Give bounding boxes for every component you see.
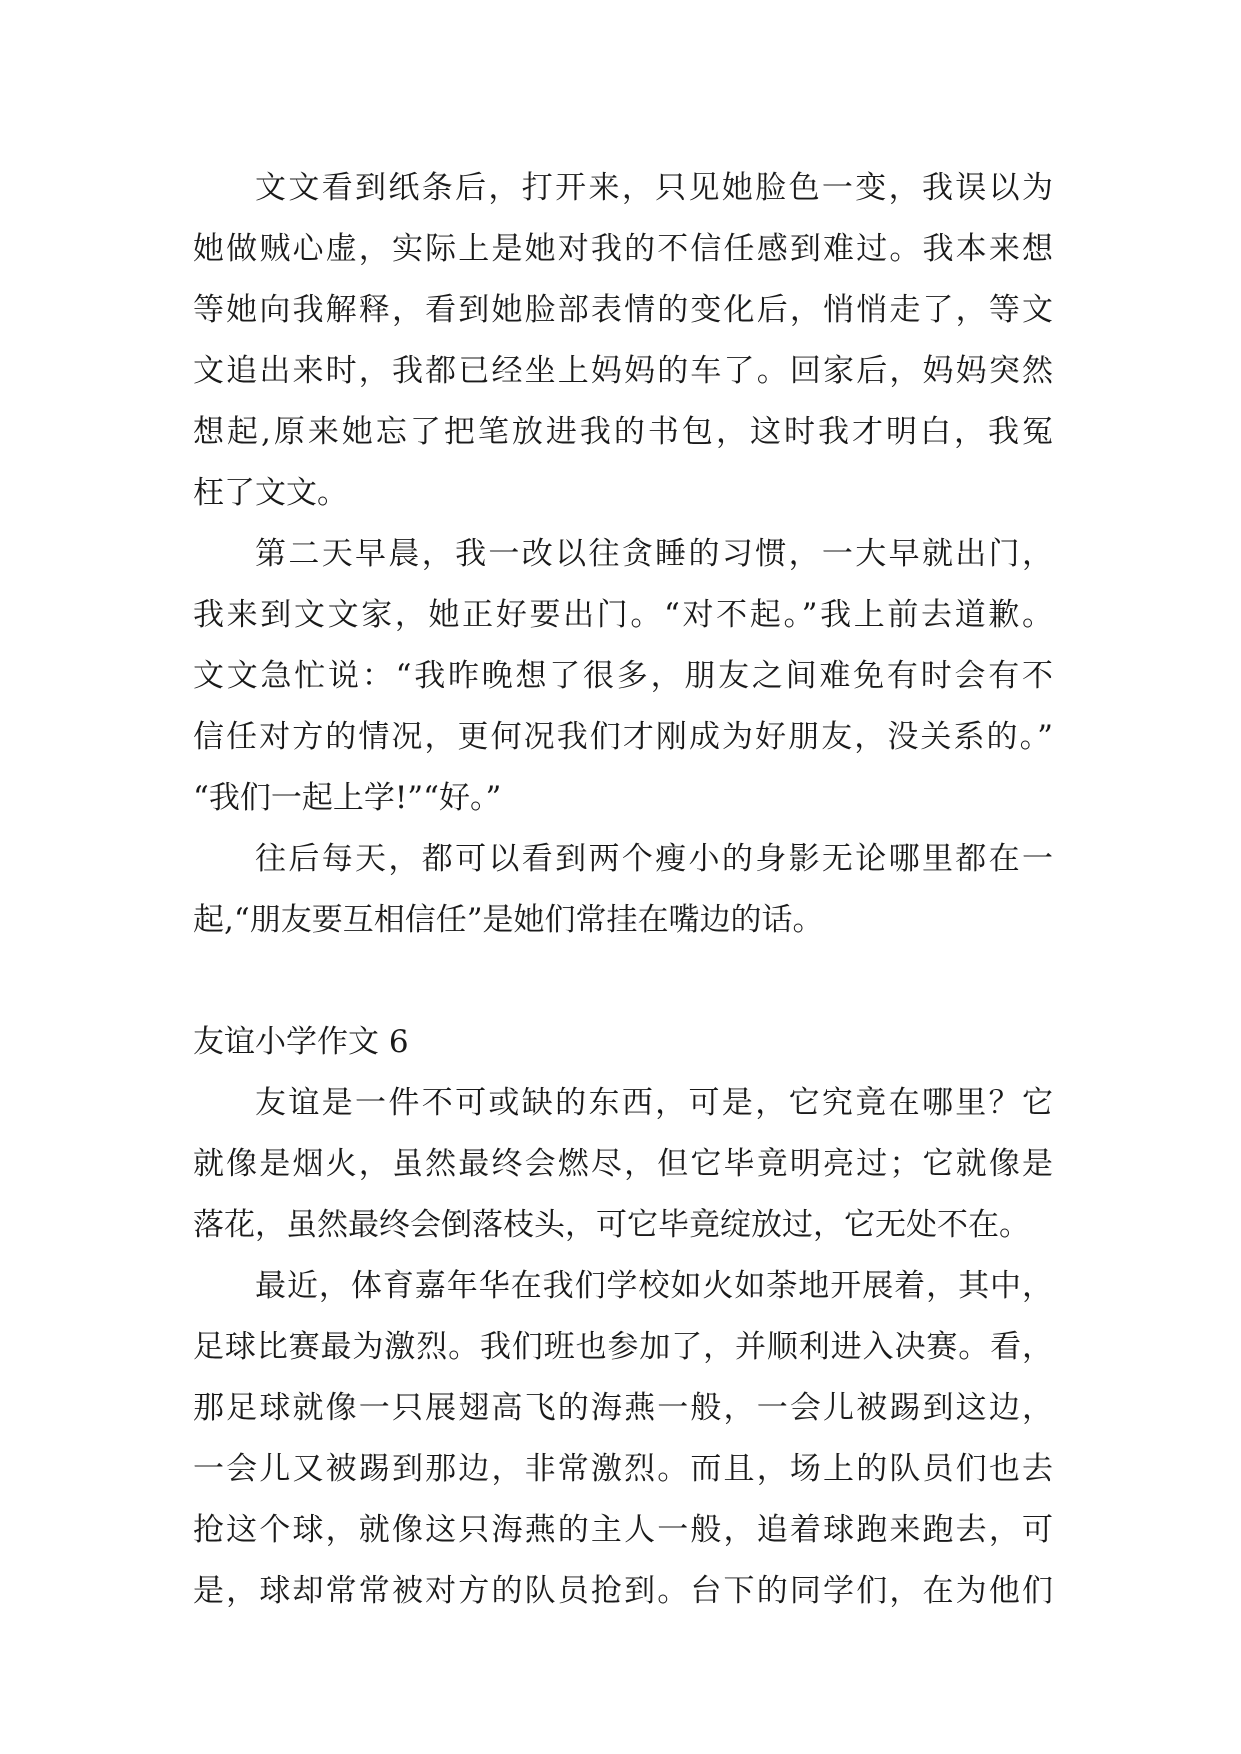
paragraph-5 [193,1256,1053,1622]
text-line: 那足球就像一只展翅高飞的海燕一般，一会儿被踢到这边， [193,1390,1053,1426]
paragraph-3 [193,829,1053,951]
text-line: 第二天早晨，我一改以往贪睡的习惯，一大早就出门， [255,536,1053,572]
text-line: 起,“朋友要互相信任”是她们常挂在嘴边的话。 [193,902,824,938]
text-line: 抢这个球，就像这只海燕的主人一般，追着球跑来跑去，可 [193,1512,1053,1548]
text-line: 是，球却常常被对方的队员抢到。台下的同学们，在为他们 [193,1573,1053,1609]
text-line: 想起,原来她忘了把笔放进我的书包，这时我才明白，我冤 [193,414,1053,450]
text-line: 文文看到纸条后，打开来，只见她脸色一变，我误以为 [255,170,1053,206]
text-line: 友谊是一件不可或缺的东西，可是，它究竟在哪里？它 [255,1085,1053,1121]
text-line: 落花，虽然最终会倒落枝头，可它毕竟绽放过，它无处不在。 [193,1207,1030,1243]
text-line: 她做贼心虚，实际上是她对我的不信任感到难过。我本来想 [193,231,1053,267]
text-line: 信任对方的情况，更何况我们才刚成为好朋友，没关系的。” [193,719,1053,755]
paragraph-1 [193,158,1053,524]
text-line: 等她向我解释，看到她脸部表情的变化后，悄悄走了，等文 [193,292,1053,328]
text-line: 枉了文文。 [193,475,348,511]
text-line: 最近，体育嘉年华在我们学校如火如荼地开展着，其中， [255,1268,1053,1304]
section-spacer [193,951,1053,1012]
text-line: 文追出来时，我都已经坐上妈妈的车了。回家后，妈妈突然 [193,353,1053,389]
text-line: 文文急忙说：“我昨晚想了很多，朋友之间难免有时会有不 [193,658,1053,694]
text-line: 往后每天，都可以看到两个瘦小的身影无论哪里都在一 [255,841,1053,877]
document-body [193,158,1053,1622]
paragraph-4 [193,1073,1053,1256]
text-line: 就像是烟火，虽然最终会燃尽，但它毕竟明亮过；它就像是 [193,1146,1053,1182]
text-line: 我来到文文家，她正好要出门。“对不起。”我上前去道歉。 [193,597,1053,633]
text-line: “我们一起上学!”“好。” [193,780,502,816]
text-line: 足球比赛最为激烈。我们班也参加了，并顺利进入决赛。看， [193,1329,1053,1365]
text-line: 一会儿又被踢到那边，非常激烈。而且，场上的队员们也去 [193,1451,1053,1487]
paragraph-2 [193,524,1053,829]
section-heading: 友谊小学作文 6 [193,1024,409,1060]
